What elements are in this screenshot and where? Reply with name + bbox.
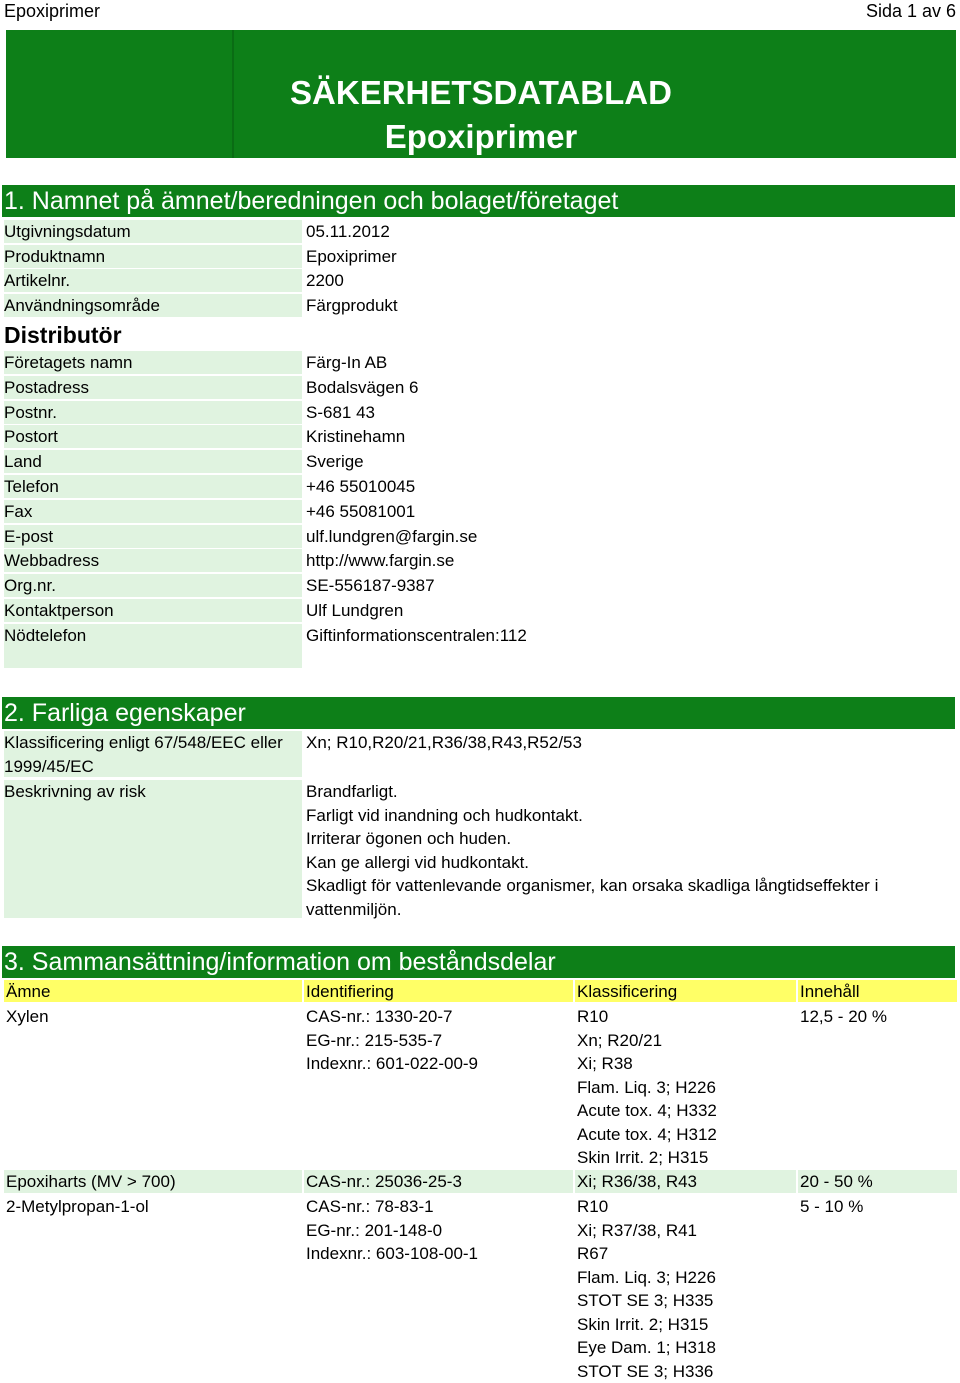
substance-name: Xylen	[4, 1005, 302, 1170]
classification-label-line-1: Klassificering enligt 67/548/EEC eller	[4, 731, 302, 755]
distributor-value: Färg-In AB	[306, 351, 387, 375]
classification-line: Xi; R37/38, R41	[577, 1219, 796, 1243]
distributor-label: Postnr.	[4, 401, 302, 424]
classification-line: STOT SE 3; H336	[577, 1360, 796, 1383]
distributor-value: S-681 43	[306, 401, 375, 425]
distributor-label: Webbadress	[4, 549, 302, 572]
document-title: SÄKERHETSDATABLAD	[6, 73, 956, 113]
classification-line: Skin Irrit. 2; H315	[577, 1313, 796, 1337]
classification-line: Xn; R20/21	[577, 1029, 796, 1053]
identification-cell	[304, 1170, 573, 1193]
info-label: Användningsområde	[4, 294, 302, 317]
info-value: 05.11.2012	[306, 220, 390, 244]
distributor-value: Kristinehamn	[306, 425, 405, 449]
distributor-label: Kontaktperson	[4, 599, 302, 622]
risk-line: Kan ge allergi vid hudkontakt.	[306, 851, 878, 875]
classification-label-cell	[4, 731, 302, 777]
risk-line: Irriterar ögonen och huden.	[306, 827, 878, 851]
classification-line: Flam. Liq. 3; H226	[577, 1266, 796, 1290]
distributor-value: Bodalsvägen 6	[306, 376, 418, 400]
distributor-heading: Distributör	[4, 320, 122, 350]
info-value: 2200	[306, 269, 344, 293]
identification-line: Indexnr.: 603-108-00-1	[306, 1242, 573, 1266]
table-row	[0, 1170, 960, 1194]
content-range: 12,5 - 20 %	[798, 1005, 957, 1029]
identification-cell	[304, 1005, 573, 1076]
classification-line: Acute tox. 4; H312	[577, 1123, 796, 1147]
distributor-label: Postort	[4, 425, 302, 448]
classification-line: Acute tox. 4; H332	[577, 1099, 796, 1123]
identification-line: CAS-nr.: 78-83-1	[306, 1195, 573, 1219]
classification-line: Flam. Liq. 3; H226	[577, 1076, 796, 1100]
column-header-classification: Klassificering	[575, 980, 796, 1002]
identification-line: EG-nr.: 201-148-0	[306, 1219, 573, 1243]
risk-label: Beskrivning av risk	[4, 780, 302, 804]
info-label: Artikelnr.	[4, 269, 302, 292]
distributor-label: Företagets namn	[4, 351, 302, 374]
distributor-label: Org.nr.	[4, 574, 302, 597]
table-row	[0, 1005, 960, 1170]
distributor-value: +46 55081001	[306, 500, 415, 524]
info-value: Epoxiprimer	[306, 245, 397, 269]
classification-line: Xi; R38	[577, 1052, 796, 1076]
classification-line: STOT SE 3; H335	[577, 1289, 796, 1313]
identification-line: CAS-nr.: 1330-20-7	[306, 1005, 573, 1029]
section-3-heading: 3. Sammansättning/information om beståndsdelar	[2, 946, 955, 978]
classification-line: R67	[577, 1242, 796, 1266]
distributor-value: Giftinformationscentralen:112	[306, 624, 527, 648]
classification-line: Skin Irrit. 2; H315	[577, 1146, 796, 1170]
identification-cell	[304, 1195, 573, 1266]
classification-line: Eye Dam. 1; H318	[577, 1336, 796, 1360]
classification-value: Xn; R10,R20/21,R36/38,R43,R52/53	[306, 731, 582, 755]
substance-name: Epoxiharts (MV > 700)	[4, 1170, 302, 1193]
content-range: 20 - 50 %	[798, 1170, 957, 1193]
table-row	[0, 1195, 960, 1383]
distributor-value: http://www.fargin.se	[306, 549, 454, 573]
page-number: Sida 1 av 6	[866, 0, 956, 22]
document-subtitle: Epoxiprimer	[6, 117, 956, 157]
distributor-label: E-post	[4, 525, 302, 548]
section-1-heading: 1. Namnet på ämnet/beredningen och bolaget/företaget	[2, 185, 955, 217]
column-header-substance: Ämne	[4, 980, 302, 1002]
info-label: Produktnamn	[4, 245, 302, 268]
distributor-label: Land	[4, 450, 302, 473]
classification-cell	[575, 1170, 796, 1193]
distributor-value: Ulf Lundgren	[306, 599, 403, 623]
distributor-value: SE-556187-9387	[306, 574, 435, 598]
classification-line: R10	[577, 1195, 796, 1219]
distributor-value: +46 55010045	[306, 475, 415, 499]
risk-line: Skadligt för vattenlevande organismer, kan orsaka skadliga långtidseffekter i	[306, 874, 878, 898]
identification-line: Indexnr.: 601-022-00-9	[306, 1052, 573, 1076]
risk-line: Brandfarligt.	[306, 780, 878, 804]
distributor-label: Telefon	[4, 475, 302, 498]
classification-cell	[575, 1195, 796, 1383]
substance-name: 2-Metylpropan-1-ol	[4, 1195, 302, 1383]
classification-cell	[575, 1005, 796, 1170]
content-range: 5 - 10 %	[798, 1195, 957, 1219]
section-2-heading: 2. Farliga egenskaper	[2, 697, 955, 729]
title-banner	[6, 30, 956, 158]
risk-line: Farligt vid inandning och hudkontakt.	[306, 804, 878, 828]
classification-line: Xi; R36/38, R43	[577, 1170, 796, 1194]
risk-label-cell	[4, 780, 302, 918]
info-label: Utgivningsdatum	[4, 220, 302, 243]
identification-line: CAS-nr.: 25036-25-3	[306, 1170, 573, 1194]
distributor-label: Fax	[4, 500, 302, 523]
column-header-content: Innehåll	[798, 980, 957, 1002]
risk-description	[306, 780, 878, 922]
distributor-value: ulf.lundgren@fargin.se	[306, 525, 477, 549]
distributor-label: Nödtelefon	[4, 624, 302, 668]
info-value: Färgprodukt	[306, 294, 398, 318]
distributor-label: Postadress	[4, 376, 302, 399]
distributor-value: Sverige	[306, 450, 364, 474]
page-header-product: Epoxiprimer	[4, 0, 100, 22]
classification-line: R10	[577, 1005, 796, 1029]
risk-line: vattenmiljön.	[306, 898, 878, 922]
classification-label-line-2: 1999/45/EC	[4, 755, 302, 779]
identification-line: EG-nr.: 215-535-7	[306, 1029, 573, 1053]
column-header-identification: Identifiering	[304, 980, 573, 1002]
